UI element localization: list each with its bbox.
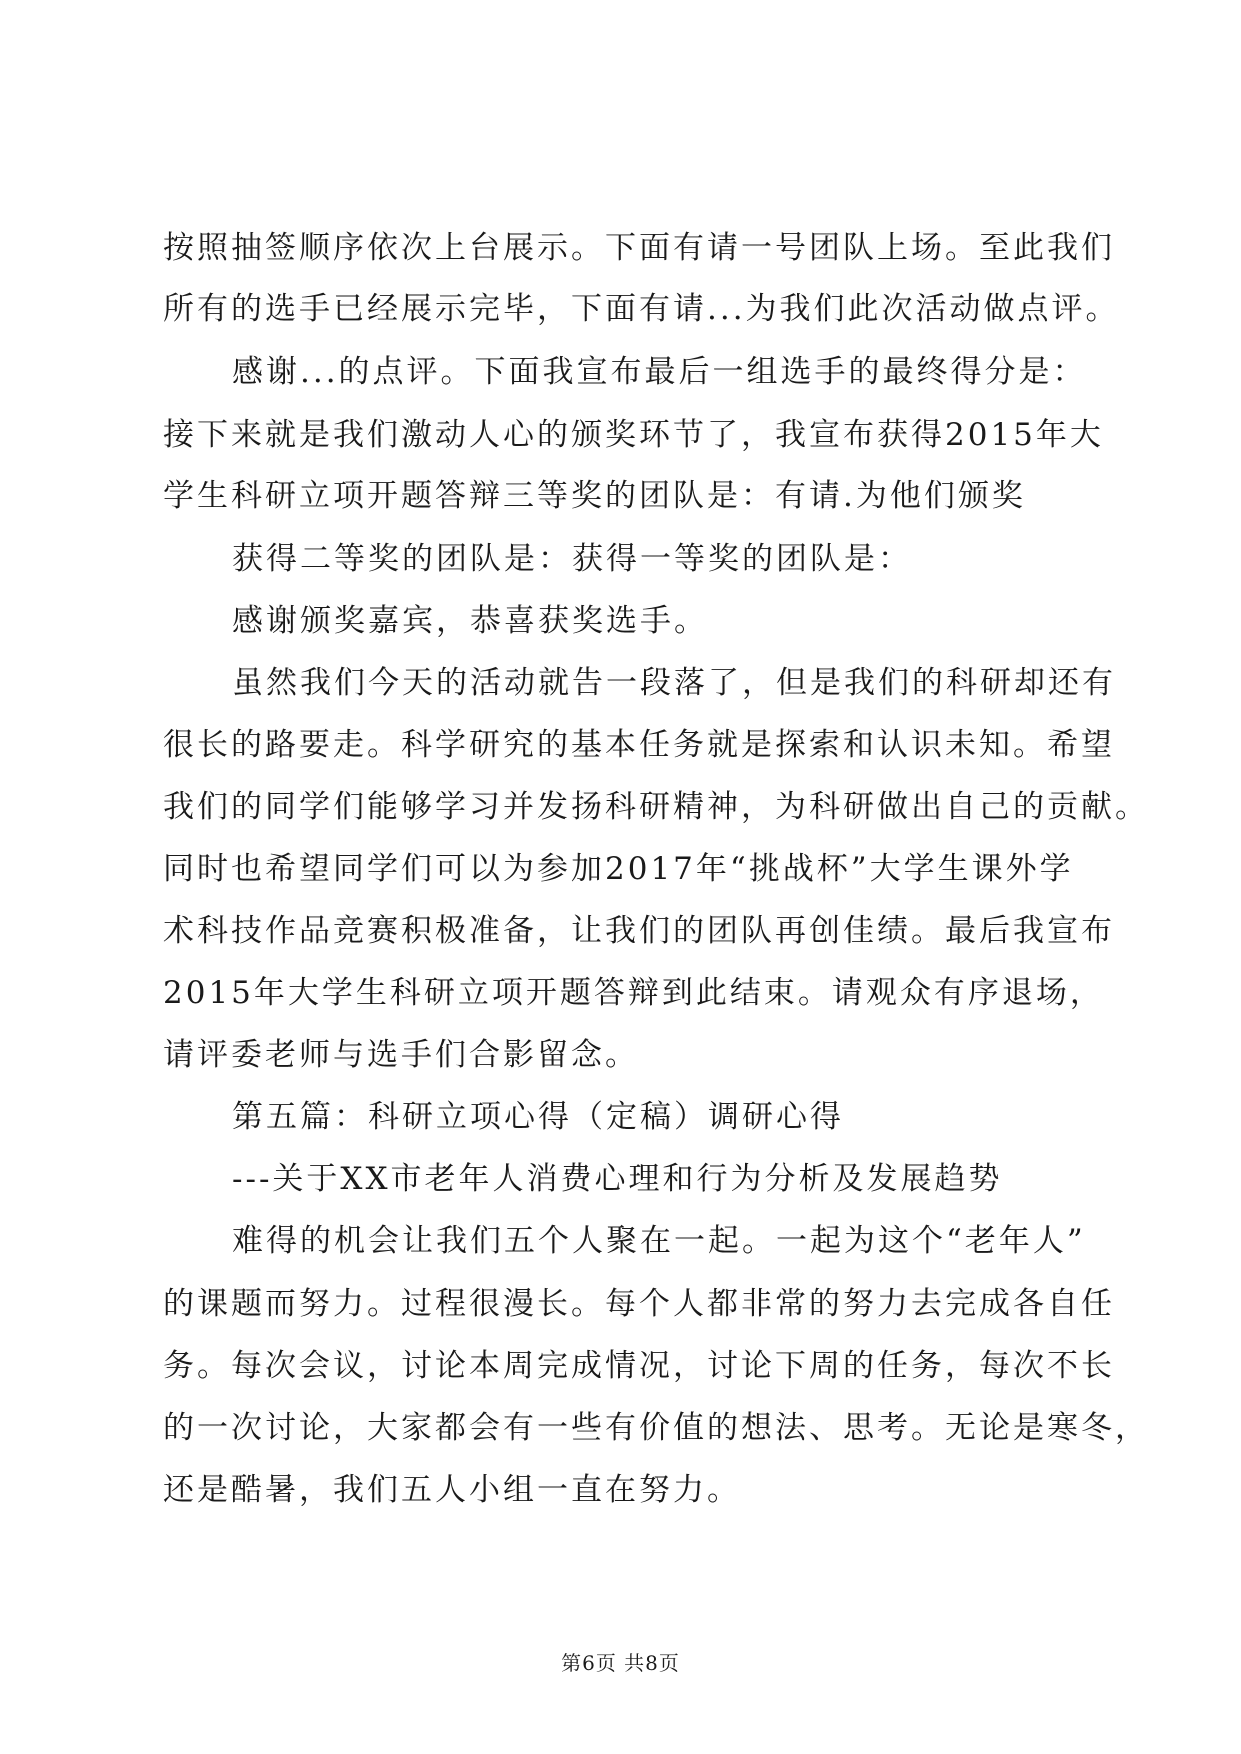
body-line: 的课题而努力。过程很漫长。每个人都非常的努力去完成各自任 xyxy=(163,1286,1115,1322)
body-line: 感谢...的点评。下面我宣布最后一组选手的最终得分是： xyxy=(232,354,1087,390)
body-line: 很长的路要走。科学研究的基本任务就是探索和认识未知。希望 xyxy=(163,727,1115,763)
body-line: 所有的选手已经展示完毕，下面有请...为我们此次活动做点评。 xyxy=(163,291,1120,327)
body-line: 难得的机会让我们五个人聚在一起。一起为这个“老年人” xyxy=(232,1223,1086,1259)
body-line: 接下来就是我们激动人心的颁奖环节了，我宣布获得2015年大 xyxy=(163,417,1104,453)
body-line: 请评委老师与选手们合影留念。 xyxy=(163,1037,639,1073)
body-line: 我们的同学们能够学习并发扬科研精神，为科研做出自己的贡献。 xyxy=(163,789,1149,825)
body-line: 术科技作品竞赛积极准备，让我们的团队再创佳绩。最后我宣布 xyxy=(163,913,1115,949)
body-line: 按照抽签顺序依次上台展示。下面有请一号团队上场。至此我们 xyxy=(163,230,1115,266)
body-line: 的一次讨论，大家都会有一些有价值的想法、思考。无论是寒冬， xyxy=(163,1410,1149,1446)
body-line: 还是酷暑，我们五人小组一直在努力。 xyxy=(163,1472,741,1508)
body-line: 务。每次会议，讨论本周完成情况，讨论下周的任务，每次不长 xyxy=(163,1348,1115,1384)
body-line: 感谢颁奖嘉宾，恭喜获奖选手。 xyxy=(232,603,708,639)
body-line: 虽然我们今天的活动就告一段落了，但是我们的科研却还有 xyxy=(232,665,1116,701)
body-line: 2015年大学生科研立项开题答辩到此结束。请观众有序退场， xyxy=(163,975,1104,1011)
body-line: 获得二等奖的团队是：获得一等奖的团队是： xyxy=(232,541,912,577)
page-number: 第6页 共8页 xyxy=(561,1651,680,1675)
section-heading: 第五篇：科研立项心得（定稿）调研心得 xyxy=(232,1099,844,1135)
section-subtitle: ---关于XX市老年人消费心理和行为分析及发展趋势 xyxy=(232,1161,1003,1197)
body-line: 学生科研立项开题答辩三等奖的团队是：有请.为他们颁奖 xyxy=(163,478,1026,514)
body-line: 同时也希望同学们可以为参加2017年“挑战杯”大学生课外学 xyxy=(163,851,1074,887)
